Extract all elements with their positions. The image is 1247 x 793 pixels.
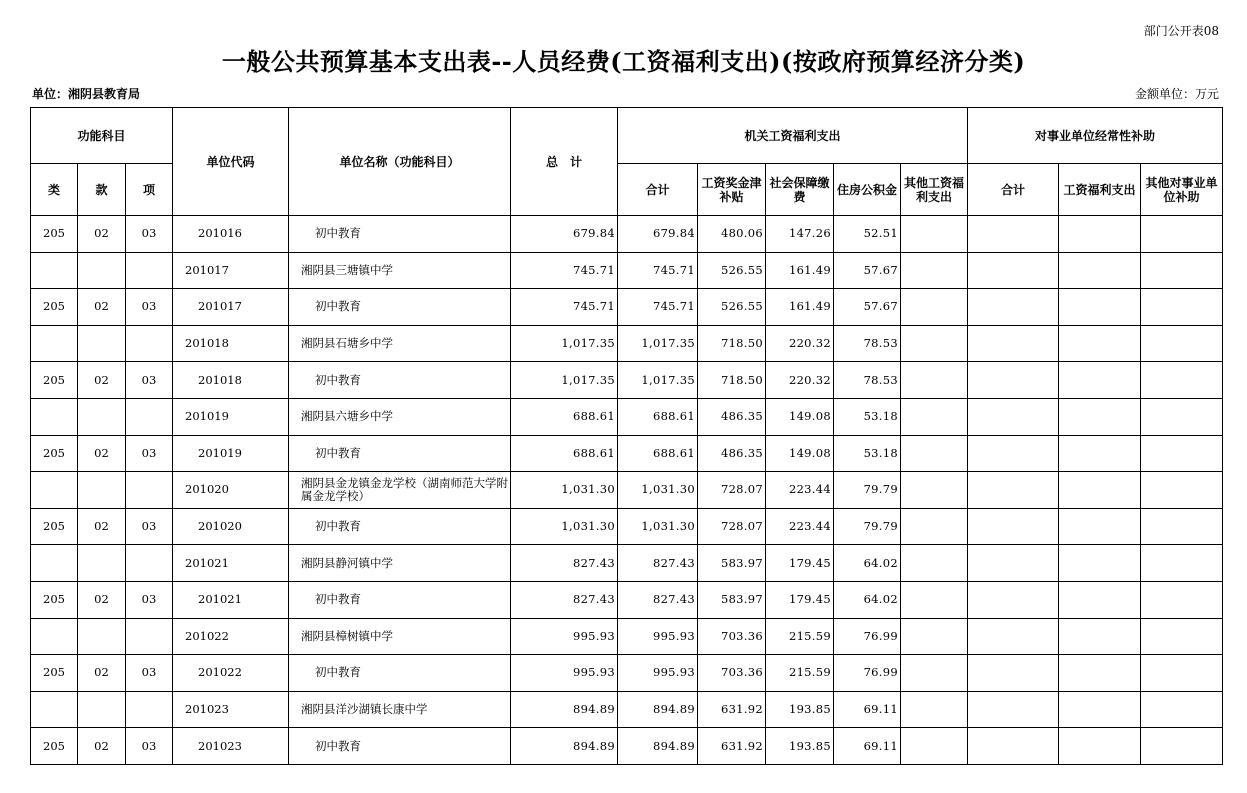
cell-salary: 583.97 <box>698 545 766 582</box>
cell-social: 161.49 <box>766 289 834 326</box>
cell-unit-code: 201017 <box>173 252 289 289</box>
cell-unit-name: 初中教育 <box>289 581 511 618</box>
cell-unit-name: 湘阴县三塘镇中学 <box>289 252 511 289</box>
cell-housing: 79.79 <box>834 508 901 545</box>
cell-lei <box>31 618 78 655</box>
cell-org-total: 827.43 <box>618 581 698 618</box>
table-row <box>31 289 1223 326</box>
cell-salary: 486.35 <box>698 435 766 472</box>
table-row <box>31 581 1223 618</box>
cell-housing: 78.53 <box>834 325 901 362</box>
cell-inst-total <box>968 435 1059 472</box>
cell-other-salary <box>901 655 968 692</box>
cell-inst-other <box>1141 581 1223 618</box>
cell-org-total: 1,017.35 <box>618 362 698 399</box>
cell-unit-name: 初中教育 <box>289 655 511 692</box>
cell-inst-total <box>968 216 1059 253</box>
cell-lei <box>31 252 78 289</box>
cell-org-total: 894.89 <box>618 728 698 765</box>
cell-other-salary <box>901 216 968 253</box>
cell-lei: 205 <box>31 289 78 326</box>
cell-inst-total <box>968 472 1059 509</box>
cell-other-salary <box>901 362 968 399</box>
cell-other-salary <box>901 289 968 326</box>
cell-org-total: 745.71 <box>618 289 698 326</box>
cell-salary: 703.36 <box>698 618 766 655</box>
cell-kuan <box>78 325 126 362</box>
cell-inst-total <box>968 289 1059 326</box>
cell-xiang <box>126 472 173 509</box>
cell-housing: 69.11 <box>834 728 901 765</box>
cell-inst-other <box>1141 545 1223 582</box>
header-org-total: 合计 <box>618 164 698 216</box>
unit-label: 单位：湘阴县教育局 <box>32 87 141 101</box>
cell-inst-other <box>1141 508 1223 545</box>
cell-unit-name: 初中教育 <box>289 728 511 765</box>
cell-inst-other <box>1141 289 1223 326</box>
cell-lei: 205 <box>31 216 78 253</box>
cell-kuan: 02 <box>78 289 126 326</box>
document-code: 部门公开表08 <box>1143 24 1219 38</box>
cell-inst-total <box>968 398 1059 435</box>
cell-unit-name: 初中教育 <box>289 435 511 472</box>
cell-housing: 64.02 <box>834 545 901 582</box>
cell-total: 679.84 <box>511 216 618 253</box>
cell-other-salary <box>901 472 968 509</box>
cell-social: 193.85 <box>766 728 834 765</box>
cell-kuan <box>78 618 126 655</box>
cell-xiang <box>126 398 173 435</box>
cell-unit-name: 初中教育 <box>289 362 511 399</box>
cell-salary: 703.36 <box>698 655 766 692</box>
cell-unit-code: 201019 <box>173 398 289 435</box>
cell-lei: 205 <box>31 508 78 545</box>
cell-inst-total <box>968 362 1059 399</box>
cell-total: 1,031.30 <box>511 472 618 509</box>
cell-housing: 76.99 <box>834 618 901 655</box>
cell-unit-code: 201022 <box>173 618 289 655</box>
cell-unit-code: 201023 <box>173 691 289 728</box>
cell-lei <box>31 545 78 582</box>
header-unit-code: 单位代码 <box>173 108 289 216</box>
cell-salary: 486.35 <box>698 398 766 435</box>
cell-housing: 52.51 <box>834 216 901 253</box>
header-xiang: 项 <box>126 164 173 216</box>
cell-other-salary <box>901 508 968 545</box>
cell-kuan: 02 <box>78 655 126 692</box>
cell-xiang: 03 <box>126 581 173 618</box>
cell-kuan: 02 <box>78 216 126 253</box>
cell-kuan: 02 <box>78 728 126 765</box>
cell-housing: 69.11 <box>834 691 901 728</box>
cell-housing: 78.53 <box>834 362 901 399</box>
cell-lei: 205 <box>31 435 78 472</box>
cell-housing: 57.67 <box>834 289 901 326</box>
cell-social: 149.08 <box>766 398 834 435</box>
cell-social: 179.45 <box>766 581 834 618</box>
table-row <box>31 216 1223 253</box>
cell-other-salary <box>901 398 968 435</box>
table-row <box>31 728 1223 765</box>
cell-kuan: 02 <box>78 362 126 399</box>
cell-social: 179.45 <box>766 545 834 582</box>
cell-social: 193.85 <box>766 691 834 728</box>
cell-unit-name: 初中教育 <box>289 216 511 253</box>
cell-kuan <box>78 691 126 728</box>
header-kuan: 款 <box>78 164 126 216</box>
cell-lei <box>31 325 78 362</box>
table-row <box>31 472 1223 509</box>
cell-inst-salary <box>1059 325 1141 362</box>
page-title: 一般公共预算基本支出表--人员经费(工资福利支出)(按政府预算经济分类) <box>221 47 1026 76</box>
cell-social: 220.32 <box>766 362 834 399</box>
header-inst-salary: 工资福利支出 <box>1059 164 1141 216</box>
cell-other-salary <box>901 581 968 618</box>
cell-lei <box>31 472 78 509</box>
cell-unit-code: 201022 <box>173 655 289 692</box>
header-social: 社会保障缴费 <box>766 164 834 216</box>
cell-org-total: 1,031.30 <box>618 508 698 545</box>
cell-xiang <box>126 252 173 289</box>
cell-unit-name: 湘阴县六塘乡中学 <box>289 398 511 435</box>
cell-inst-salary <box>1059 398 1141 435</box>
table-row <box>31 362 1223 399</box>
cell-lei: 205 <box>31 728 78 765</box>
cell-salary: 728.07 <box>698 472 766 509</box>
cell-housing: 76.99 <box>834 655 901 692</box>
cell-inst-salary <box>1059 728 1141 765</box>
cell-inst-salary <box>1059 581 1141 618</box>
cell-inst-other <box>1141 472 1223 509</box>
cell-unit-code: 201016 <box>173 216 289 253</box>
table-row <box>31 435 1223 472</box>
table-row <box>31 618 1223 655</box>
cell-inst-salary <box>1059 216 1141 253</box>
cell-xiang <box>126 545 173 582</box>
cell-social: 215.59 <box>766 655 834 692</box>
cell-inst-other <box>1141 618 1223 655</box>
cell-inst-total <box>968 508 1059 545</box>
cell-inst-other <box>1141 728 1223 765</box>
cell-inst-salary <box>1059 252 1141 289</box>
cell-inst-total <box>968 728 1059 765</box>
cell-inst-total <box>968 325 1059 362</box>
cell-total: 745.71 <box>511 252 618 289</box>
money-unit-label: 金额单位：万元 <box>1134 87 1219 101</box>
cell-unit-name: 湘阴县樟树镇中学 <box>289 618 511 655</box>
table-row <box>31 508 1223 545</box>
cell-kuan <box>78 252 126 289</box>
cell-inst-other <box>1141 655 1223 692</box>
cell-org-total: 894.89 <box>618 691 698 728</box>
cell-inst-other <box>1141 216 1223 253</box>
cell-xiang: 03 <box>126 655 173 692</box>
cell-inst-salary <box>1059 289 1141 326</box>
cell-unit-name: 初中教育 <box>289 289 511 326</box>
cell-total: 1,017.35 <box>511 325 618 362</box>
cell-xiang <box>126 618 173 655</box>
cell-other-salary <box>901 691 968 728</box>
cell-total: 1,031.30 <box>511 508 618 545</box>
header-lei: 类 <box>31 164 78 216</box>
cell-kuan: 02 <box>78 435 126 472</box>
cell-total: 827.43 <box>511 545 618 582</box>
cell-inst-total <box>968 252 1059 289</box>
cell-unit-code: 201023 <box>173 728 289 765</box>
cell-housing: 79.79 <box>834 472 901 509</box>
cell-org-total: 995.93 <box>618 618 698 655</box>
cell-unit-name: 湘阴县石塘乡中学 <box>289 325 511 362</box>
header-housing: 住房公积金 <box>834 164 901 216</box>
cell-salary: 728.07 <box>698 508 766 545</box>
header-org-group: 机关工资福利支出 <box>618 108 968 164</box>
cell-inst-salary <box>1059 472 1141 509</box>
cell-xiang: 03 <box>126 508 173 545</box>
cell-kuan <box>78 472 126 509</box>
cell-lei <box>31 691 78 728</box>
header-salary: 工资奖金津补贴 <box>698 164 766 216</box>
cell-unit-code: 201017 <box>173 289 289 326</box>
cell-unit-code: 201020 <box>173 508 289 545</box>
cell-other-salary <box>901 252 968 289</box>
cell-org-total: 679.84 <box>618 216 698 253</box>
cell-salary: 631.92 <box>698 691 766 728</box>
cell-unit-name: 湘阴县金龙镇金龙学校（湖南师范大学附属金龙学校） <box>289 472 511 509</box>
cell-inst-salary <box>1059 508 1141 545</box>
cell-inst-total <box>968 545 1059 582</box>
cell-salary: 526.55 <box>698 289 766 326</box>
cell-other-salary <box>901 728 968 765</box>
cell-inst-other <box>1141 435 1223 472</box>
cell-salary: 718.50 <box>698 325 766 362</box>
cell-other-salary <box>901 618 968 655</box>
cell-kuan: 02 <box>78 581 126 618</box>
cell-salary: 583.97 <box>698 581 766 618</box>
cell-inst-other <box>1141 691 1223 728</box>
cell-total: 827.43 <box>511 581 618 618</box>
cell-lei: 205 <box>31 581 78 618</box>
cell-social: 149.08 <box>766 435 834 472</box>
cell-inst-salary <box>1059 691 1141 728</box>
cell-unit-name: 湘阴县静河镇中学 <box>289 545 511 582</box>
cell-social: 215.59 <box>766 618 834 655</box>
cell-inst-total <box>968 691 1059 728</box>
cell-inst-total <box>968 618 1059 655</box>
cell-salary: 718.50 <box>698 362 766 399</box>
table-row <box>31 398 1223 435</box>
cell-total: 745.71 <box>511 289 618 326</box>
cell-other-salary <box>901 435 968 472</box>
cell-kuan: 02 <box>78 508 126 545</box>
cell-housing: 53.18 <box>834 398 901 435</box>
cell-unit-code: 201021 <box>173 545 289 582</box>
cell-xiang: 03 <box>126 362 173 399</box>
cell-xiang: 03 <box>126 435 173 472</box>
cell-total: 995.93 <box>511 655 618 692</box>
cell-salary: 631.92 <box>698 728 766 765</box>
cell-org-total: 688.61 <box>618 435 698 472</box>
cell-xiang: 03 <box>126 216 173 253</box>
header-unit-name: 单位名称（功能科目） <box>289 108 511 216</box>
cell-total: 894.89 <box>511 728 618 765</box>
cell-org-total: 688.61 <box>618 398 698 435</box>
header-inst-group: 对事业单位经常性补助 <box>968 108 1223 164</box>
header-func-subject: 功能科目 <box>31 108 173 164</box>
cell-xiang: 03 <box>126 289 173 326</box>
cell-total: 688.61 <box>511 435 618 472</box>
header-inst-other: 其他对事业单位补助 <box>1141 164 1223 216</box>
cell-lei <box>31 398 78 435</box>
cell-inst-salary <box>1059 545 1141 582</box>
cell-unit-code: 201018 <box>173 325 289 362</box>
cell-inst-other <box>1141 362 1223 399</box>
cell-inst-other <box>1141 325 1223 362</box>
cell-unit-name: 初中教育 <box>289 508 511 545</box>
header-total: 总 计 <box>511 108 618 216</box>
cell-xiang <box>126 691 173 728</box>
cell-housing: 64.02 <box>834 581 901 618</box>
cell-total: 1,017.35 <box>511 362 618 399</box>
cell-unit-code: 201019 <box>173 435 289 472</box>
cell-other-salary <box>901 325 968 362</box>
cell-housing: 57.67 <box>834 252 901 289</box>
cell-xiang <box>126 325 173 362</box>
cell-salary: 526.55 <box>698 252 766 289</box>
cell-unit-code: 201021 <box>173 581 289 618</box>
cell-inst-salary <box>1059 435 1141 472</box>
cell-total: 894.89 <box>511 691 618 728</box>
cell-housing: 53.18 <box>834 435 901 472</box>
cell-social: 223.44 <box>766 472 834 509</box>
header-other-salary: 其他工资福利支出 <box>901 164 968 216</box>
cell-org-total: 1,017.35 <box>618 325 698 362</box>
cell-inst-other <box>1141 252 1223 289</box>
cell-social: 223.44 <box>766 508 834 545</box>
cell-other-salary <box>901 545 968 582</box>
table-row <box>31 252 1223 289</box>
expenditure-table <box>30 107 1223 765</box>
table-row <box>31 545 1223 582</box>
cell-inst-total <box>968 655 1059 692</box>
cell-kuan <box>78 545 126 582</box>
cell-org-total: 995.93 <box>618 655 698 692</box>
cell-social: 147.26 <box>766 216 834 253</box>
cell-social: 161.49 <box>766 252 834 289</box>
cell-total: 995.93 <box>511 618 618 655</box>
cell-inst-salary <box>1059 618 1141 655</box>
cell-org-total: 1,031.30 <box>618 472 698 509</box>
cell-xiang: 03 <box>126 728 173 765</box>
cell-lei: 205 <box>31 655 78 692</box>
cell-org-total: 745.71 <box>618 252 698 289</box>
table-row <box>31 691 1223 728</box>
cell-inst-salary <box>1059 362 1141 399</box>
cell-inst-other <box>1141 398 1223 435</box>
cell-unit-name: 湘阴县洋沙湖镇长康中学 <box>289 691 511 728</box>
table-row <box>31 325 1223 362</box>
cell-inst-total <box>968 581 1059 618</box>
cell-kuan <box>78 398 126 435</box>
cell-unit-code: 201020 <box>173 472 289 509</box>
cell-lei: 205 <box>31 362 78 399</box>
header-inst-total: 合计 <box>968 164 1059 216</box>
cell-org-total: 827.43 <box>618 545 698 582</box>
table-body <box>31 216 1223 765</box>
cell-salary: 480.06 <box>698 216 766 253</box>
cell-unit-code: 201018 <box>173 362 289 399</box>
cell-inst-salary <box>1059 655 1141 692</box>
table-row <box>31 655 1223 692</box>
cell-social: 220.32 <box>766 325 834 362</box>
cell-total: 688.61 <box>511 398 618 435</box>
